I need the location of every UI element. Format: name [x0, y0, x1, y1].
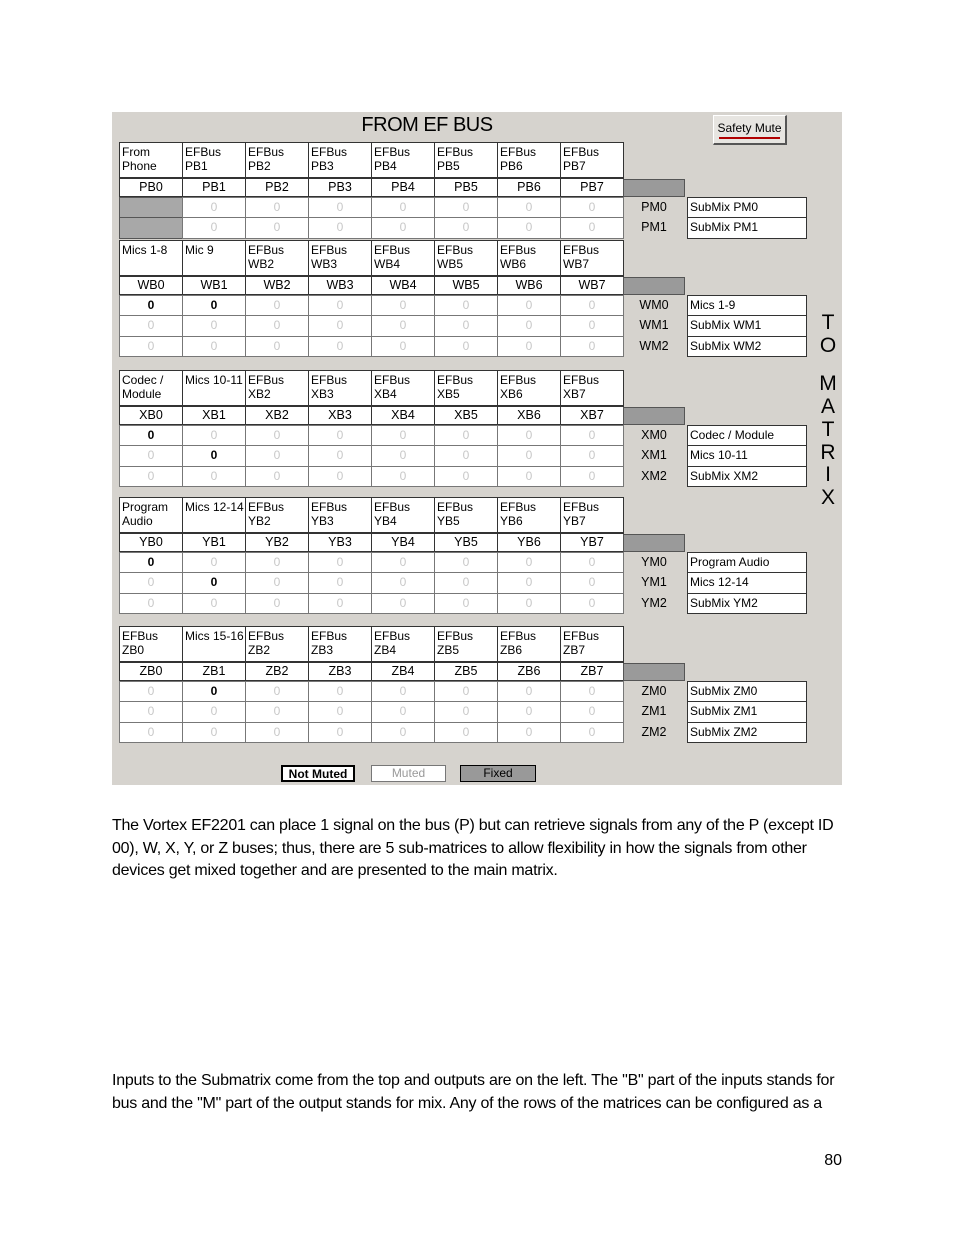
crosspoint[interactable]: 0 [371, 593, 435, 614]
crosspoint[interactable]: 0 [245, 425, 309, 446]
bus-id: WB5 [434, 276, 498, 295]
crosspoint[interactable]: 0 [371, 552, 435, 573]
crosspoint[interactable]: 0 [560, 197, 624, 218]
bus-id: PB7 [560, 178, 624, 197]
mix-name: SubMix ZM0 [687, 681, 807, 702]
crosspoint[interactable]: 0 [245, 701, 309, 722]
mix-id: XM1 [641, 448, 667, 463]
input-header: EFBus PB2 [245, 142, 309, 178]
crosspoint[interactable]: 0 [308, 552, 372, 573]
crosspoint[interactable]: 0 [119, 336, 183, 357]
input-header: Mics 1-8 [119, 240, 183, 276]
crosspoint[interactable]: 0 [119, 681, 183, 702]
crosspoint[interactable]: 0 [308, 425, 372, 446]
bus-id: XB1 [182, 406, 246, 425]
mix-id: YM1 [641, 575, 667, 590]
legend-fixed: Fixed [460, 765, 536, 782]
input-header: EFBus ZB7 [560, 626, 624, 662]
crosspoint[interactable]: 0 [371, 197, 435, 218]
crosspoint[interactable]: 0 [308, 593, 372, 614]
input-header: EFBus XB4 [371, 370, 435, 406]
crosspoint[interactable]: 0 [371, 217, 435, 238]
crosspoint[interactable]: 0 [308, 336, 372, 357]
input-header: Codec / Module [119, 370, 183, 406]
input-header: EFBus XB3 [308, 370, 372, 406]
crosspoint[interactable]: 0 [560, 552, 624, 573]
crosspoint[interactable]: 0 [245, 572, 309, 593]
crosspoint[interactable]: 0 [434, 466, 498, 487]
bus-id: XB6 [497, 406, 561, 425]
crosspoint[interactable]: 0 [560, 295, 624, 316]
to-matrix-letter: R [820, 440, 836, 464]
crosspoint[interactable]: 0 [119, 572, 183, 593]
bus-id: WB2 [245, 276, 309, 295]
mix-name: SubMix WM1 [687, 315, 807, 336]
input-header: EFBus ZB4 [371, 626, 435, 662]
input-header: EFBus ZB5 [434, 626, 498, 662]
mix-id: XM0 [641, 428, 667, 442]
crosspoint[interactable]: 0 [308, 681, 372, 702]
input-header: Mics 10-11 [182, 370, 246, 406]
bus-id: ZB2 [245, 662, 309, 681]
crosspoint[interactable]: 0 [245, 295, 309, 316]
bus-id: PB0 [119, 178, 183, 197]
legend-muted: Muted [371, 765, 446, 782]
to-matrix-letter: I [825, 463, 831, 487]
input-header: EFBus PB6 [497, 142, 561, 178]
crosspoint[interactable]: 0 [119, 552, 183, 573]
crosspoint[interactable]: 0 [245, 722, 309, 743]
crosspoint-fixed [119, 217, 183, 238]
crosspoint[interactable]: 0 [182, 466, 246, 487]
mix-name: SubMix XM2 [687, 466, 807, 487]
mix-name: SubMix PM1 [687, 217, 807, 238]
mix-name: SubMix ZM1 [687, 701, 807, 722]
crosspoint[interactable]: 0 [119, 315, 183, 336]
corner-block [623, 179, 685, 197]
mix-name: Codec / Module [687, 425, 807, 446]
mix-name: Mics 10-11 [687, 445, 807, 466]
crosspoint[interactable]: 0 [182, 572, 246, 593]
input-header: EFBus WB5 [434, 240, 498, 276]
crosspoint-fixed [119, 197, 183, 218]
input-header: Mics 12-14 [182, 497, 246, 533]
to-matrix-letter: O [819, 333, 837, 357]
input-header: Mic 9 [182, 240, 246, 276]
input-header: EFBus WB6 [497, 240, 561, 276]
crosspoint[interactable]: 0 [371, 336, 435, 357]
crosspoint[interactable]: 0 [245, 681, 309, 702]
mix-id: PM1 [641, 220, 667, 235]
crosspoint[interactable]: 0 [560, 593, 624, 614]
crosspoint[interactable]: 0 [245, 552, 309, 573]
mix-id: WM2 [639, 338, 669, 353]
crosspoint[interactable]: 0 [308, 466, 372, 487]
crosspoint[interactable]: 0 [497, 572, 561, 593]
corner-block [623, 663, 685, 681]
submatrix-panel [112, 112, 842, 785]
bus-id: XB2 [245, 406, 309, 425]
crosspoint[interactable]: 0 [119, 466, 183, 487]
bus-id: WB3 [308, 276, 372, 295]
input-header: EFBus ZB0 [119, 626, 183, 662]
panel-title: FROM EF BUS [361, 114, 493, 136]
crosspoint[interactable]: 0 [119, 701, 183, 722]
crosspoint[interactable]: 0 [182, 295, 246, 316]
crosspoint[interactable]: 0 [560, 572, 624, 593]
input-header: EFBus PB3 [308, 142, 372, 178]
crosspoint[interactable]: 0 [308, 197, 372, 218]
bus-id: WB6 [497, 276, 561, 295]
crosspoint[interactable]: 0 [434, 445, 498, 466]
crosspoint[interactable]: 0 [371, 315, 435, 336]
crosspoint[interactable]: 0 [119, 295, 183, 316]
input-header: EFBus YB4 [371, 497, 435, 533]
crosspoint[interactable]: 0 [434, 197, 498, 218]
mix-id: PM0 [641, 200, 667, 214]
crosspoint[interactable]: 0 [182, 701, 246, 722]
crosspoint[interactable]: 0 [245, 217, 309, 238]
mix-id: ZM0 [641, 684, 667, 698]
crosspoint[interactable]: 0 [245, 445, 309, 466]
crosspoint[interactable]: 0 [560, 217, 624, 238]
input-header: EFBus YB2 [245, 497, 309, 533]
bus-id: WB4 [371, 276, 435, 295]
bus-id: ZB0 [119, 662, 183, 681]
bus-id: YB5 [434, 533, 498, 552]
crosspoint[interactable]: 0 [119, 425, 183, 446]
to-matrix-label [817, 312, 839, 510]
crosspoint[interactable]: 0 [497, 445, 561, 466]
crosspoint[interactable]: 0 [371, 295, 435, 316]
input-header: EFBus WB4 [371, 240, 435, 276]
bus-id: ZB6 [497, 662, 561, 681]
crosspoint[interactable]: 0 [371, 445, 435, 466]
paragraph-inputs-outputs: Inputs to the Submatrix come from the top and outputs are on the left. The "B" part of the inputs stands for bus and the "M" part of the output stands for mix. Any of the rows of the matrices can be configured as a [112, 1072, 835, 1112]
input-header: EFBus YB6 [497, 497, 561, 533]
bus-id: PB6 [497, 178, 561, 197]
bus-id: YB4 [371, 533, 435, 552]
crosspoint[interactable]: 0 [497, 336, 561, 357]
crosspoint[interactable]: 0 [497, 217, 561, 238]
mix-name: Program Audio [687, 552, 807, 573]
mix-name: Mics 1-9 [687, 295, 807, 316]
crosspoint[interactable]: 0 [245, 336, 309, 357]
bus-id: PB1 [182, 178, 246, 197]
safety-mute-label: Safety Mute [717, 121, 782, 135]
to-matrix-letter: M [819, 372, 837, 396]
crosspoint[interactable]: 0 [182, 445, 246, 466]
crosspoint[interactable]: 0 [182, 217, 246, 238]
crosspoint[interactable]: 0 [560, 336, 624, 357]
page-number: 80 [824, 1152, 842, 1169]
crosspoint[interactable]: 0 [182, 552, 246, 573]
crosspoint[interactable]: 0 [182, 315, 246, 336]
input-header: EFBus YB3 [308, 497, 372, 533]
bus-id: ZB4 [371, 662, 435, 681]
to-matrix-letter: X [820, 485, 835, 509]
input-header: EFBus YB7 [560, 497, 624, 533]
corner-block [623, 407, 685, 425]
legend-not-muted: Not Muted [281, 765, 355, 782]
crosspoint[interactable]: 0 [245, 315, 309, 336]
crosspoint[interactable]: 0 [182, 593, 246, 614]
input-header: Program Audio [119, 497, 183, 533]
crosspoint[interactable]: 0 [497, 466, 561, 487]
crosspoint[interactable]: 0 [560, 315, 624, 336]
mix-id: YM2 [641, 595, 667, 610]
bus-id: YB0 [119, 533, 183, 552]
input-header: EFBus XB7 [560, 370, 624, 406]
crosspoint[interactable]: 0 [371, 681, 435, 702]
crosspoint[interactable]: 0 [497, 701, 561, 722]
crosspoint[interactable]: 0 [308, 295, 372, 316]
crosspoint[interactable]: 0 [434, 701, 498, 722]
crosspoint[interactable]: 0 [245, 593, 309, 614]
crosspoint[interactable]: 0 [371, 572, 435, 593]
bus-id: XB5 [434, 406, 498, 425]
input-header: EFBus WB2 [245, 240, 309, 276]
input-header: EFBus XB2 [245, 370, 309, 406]
mix-id: ZM2 [641, 724, 667, 739]
bus-id: PB5 [434, 178, 498, 197]
input-header: EFBus ZB2 [245, 626, 309, 662]
crosspoint[interactable]: 0 [182, 425, 246, 446]
crosspoint[interactable]: 0 [308, 217, 372, 238]
crosspoint[interactable]: 0 [245, 197, 309, 218]
safety-mute-button[interactable] [713, 115, 787, 145]
crosspoint[interactable]: 0 [497, 722, 561, 743]
crosspoint[interactable]: 0 [371, 425, 435, 446]
bus-id: YB2 [245, 533, 309, 552]
corner-block [623, 277, 685, 295]
crosspoint[interactable]: 0 [497, 425, 561, 446]
input-header: EFBus XB5 [434, 370, 498, 406]
mix-name: SubMix ZM2 [687, 722, 807, 743]
crosspoint[interactable]: 0 [308, 572, 372, 593]
crosspoint[interactable]: 0 [308, 315, 372, 336]
crosspoint[interactable]: 0 [560, 425, 624, 446]
crosspoint[interactable]: 0 [308, 701, 372, 722]
safety-mute-indicator [719, 137, 780, 139]
bus-id: ZB7 [560, 662, 624, 681]
crosspoint[interactable]: 0 [497, 295, 561, 316]
crosspoint[interactable]: 0 [434, 552, 498, 573]
crosspoint[interactable]: 0 [434, 425, 498, 446]
bus-id: WB0 [119, 276, 183, 295]
crosspoint[interactable]: 0 [182, 336, 246, 357]
bus-id: PB3 [308, 178, 372, 197]
bus-id: PB4 [371, 178, 435, 197]
to-matrix-letter: T [821, 311, 835, 334]
crosspoint[interactable]: 0 [308, 722, 372, 743]
crosspoint[interactable]: 0 [560, 466, 624, 487]
mix-id: ZM1 [641, 704, 667, 719]
mix-name: SubMix WM2 [687, 336, 807, 357]
mix-id: XM2 [641, 468, 667, 483]
input-header: EFBus WB3 [308, 240, 372, 276]
mix-id: WM1 [639, 318, 669, 333]
corner-block [623, 534, 685, 552]
mix-name: SubMix YM2 [687, 593, 807, 614]
input-header: From Phone [119, 142, 183, 178]
bus-id: XB4 [371, 406, 435, 425]
input-header: EFBus PB7 [560, 142, 624, 178]
bus-id: YB7 [560, 533, 624, 552]
crosspoint[interactable]: 0 [434, 681, 498, 702]
input-header: EFBus WB7 [560, 240, 624, 276]
crosspoint[interactable]: 0 [371, 722, 435, 743]
bus-id: PB2 [245, 178, 309, 197]
crosspoint[interactable]: 0 [434, 295, 498, 316]
crosspoint[interactable]: 0 [245, 466, 309, 487]
mix-name: SubMix PM0 [687, 197, 807, 218]
to-matrix-letter: T [821, 417, 835, 441]
crosspoint[interactable]: 0 [119, 445, 183, 466]
bus-id: ZB3 [308, 662, 372, 681]
input-header: EFBus ZB3 [308, 626, 372, 662]
input-header: EFBus PB5 [434, 142, 498, 178]
crosspoint[interactable]: 0 [560, 722, 624, 743]
crosspoint[interactable]: 0 [119, 722, 183, 743]
bus-id: YB6 [497, 533, 561, 552]
crosspoint[interactable]: 0 [434, 217, 498, 238]
crosspoint[interactable]: 0 [182, 681, 246, 702]
crosspoint[interactable]: 0 [371, 701, 435, 722]
crosspoint[interactable]: 0 [308, 445, 372, 466]
crosspoint[interactable]: 0 [434, 336, 498, 357]
crosspoint[interactable]: 0 [560, 701, 624, 722]
mix-name: Mics 12-14 [687, 572, 807, 593]
crosspoint[interactable]: 0 [434, 722, 498, 743]
input-header: EFBus XB6 [497, 370, 561, 406]
crosspoint[interactable]: 0 [497, 552, 561, 573]
crosspoint[interactable]: 0 [560, 445, 624, 466]
paragraph-sub-matrices: The Vortex EF2201 can place 1 signal on the bus (P) but can retrieve signals from any of the P (except ID 00), W, X, Y, or Z buses; thus, there are 5 sub-matrices to allow flexibility in how the signals from other devices get mixed together and are presented to the main matrix. [112, 817, 834, 879]
crosspoint[interactable]: 0 [497, 315, 561, 336]
bus-id: WB1 [182, 276, 246, 295]
bus-id: WB7 [560, 276, 624, 295]
crosspoint[interactable]: 0 [434, 572, 498, 593]
input-header: Mics 15-16 [182, 626, 246, 662]
crosspoint[interactable]: 0 [371, 466, 435, 487]
crosspoint[interactable]: 0 [182, 197, 246, 218]
crosspoint[interactable]: 0 [560, 681, 624, 702]
bus-id: ZB5 [434, 662, 498, 681]
crosspoint[interactable]: 0 [497, 681, 561, 702]
bus-id: ZB1 [182, 662, 246, 681]
bus-id: XB7 [560, 406, 624, 425]
input-header: EFBus YB5 [434, 497, 498, 533]
mix-id: WM0 [639, 298, 669, 312]
crosspoint[interactable]: 0 [434, 315, 498, 336]
bus-id: YB3 [308, 533, 372, 552]
crosspoint[interactable]: 0 [497, 197, 561, 218]
mix-id: YM0 [641, 555, 667, 569]
crosspoint[interactable]: 0 [119, 593, 183, 614]
crosspoint[interactable]: 0 [182, 722, 246, 743]
crosspoint[interactable]: 0 [497, 593, 561, 614]
bus-id: XB0 [119, 406, 183, 425]
input-header: EFBus PB4 [371, 142, 435, 178]
input-header: EFBus ZB6 [497, 626, 561, 662]
to-matrix-letter: A [820, 395, 835, 419]
input-header: EFBus PB1 [182, 142, 246, 178]
crosspoint[interactable]: 0 [434, 593, 498, 614]
bus-id: XB3 [308, 406, 372, 425]
bus-id: YB1 [182, 533, 246, 552]
